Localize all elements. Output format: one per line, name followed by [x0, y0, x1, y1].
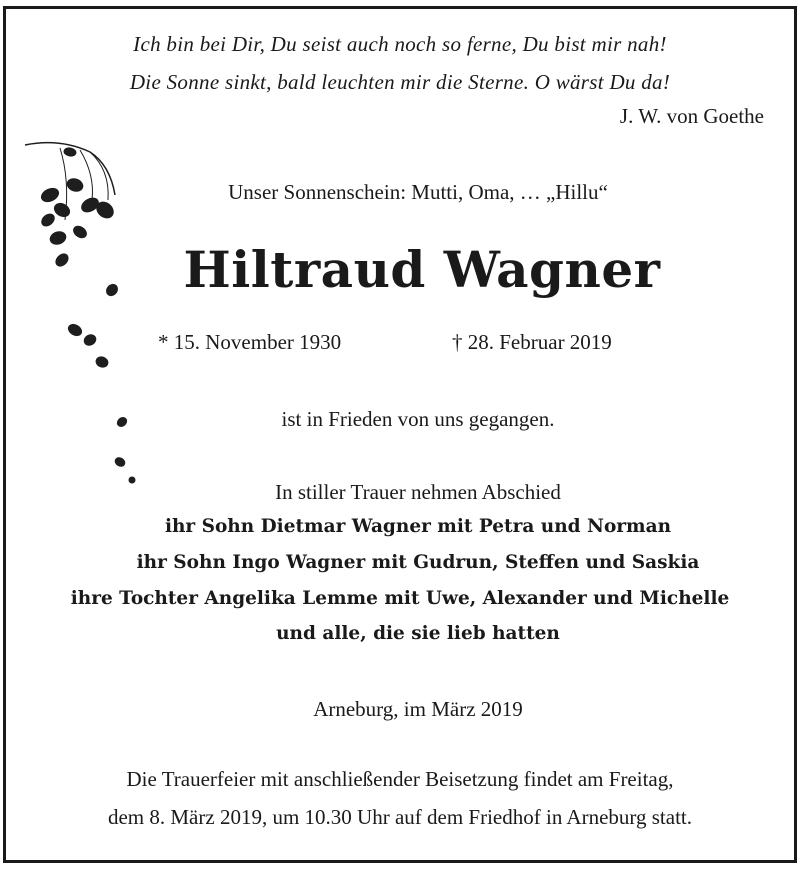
funeral-line-1: Die Trauerfeier mit anschließender Beisetzung findet am Freitag, — [126, 767, 674, 791]
quote-line-1: Ich bin bei Dir, Du seist auch noch so ferne, Du bist mir nah! — [133, 32, 667, 56]
birth-date: * 15. November 1930 — [158, 330, 342, 354]
place-date: Arneburg, im März 2019 — [313, 697, 523, 721]
quote-author: J. W. von Goethe — [619, 104, 764, 128]
quote-line-2: Die Sonne sinkt, bald leuchten mir die Sterne. O wärst Du da! — [129, 70, 671, 94]
funeral-line-2: dem 8. März 2019, um 10.30 Uhr auf dem Friedhof in Arneburg statt. — [107, 805, 692, 829]
death-date: † 28. Februar 2019 — [452, 330, 612, 354]
mourner-line: ihre Tochter Angelika Lemme mit Uwe, Alexander und Michelle — [70, 588, 730, 609]
passed-line: ist in Frieden von uns gegangen. — [281, 407, 555, 431]
mourner-line: ihr Sohn Ingo Wagner mit Gudrun, Steffen und Saskia — [136, 552, 700, 573]
mourner-line: ihr Sohn Dietmar Wagner mit Petra und Norman — [164, 516, 672, 537]
mourning-intro: In stiller Trauer nehmen Abschied — [275, 480, 561, 504]
mourner-line: und alle, die sie lieb hatten — [276, 623, 560, 644]
intro-line: Unser Sonnenschein: Mutti, Oma, … „Hillu“ — [228, 180, 608, 204]
deceased-name: Hiltraud Wagner — [183, 240, 661, 299]
